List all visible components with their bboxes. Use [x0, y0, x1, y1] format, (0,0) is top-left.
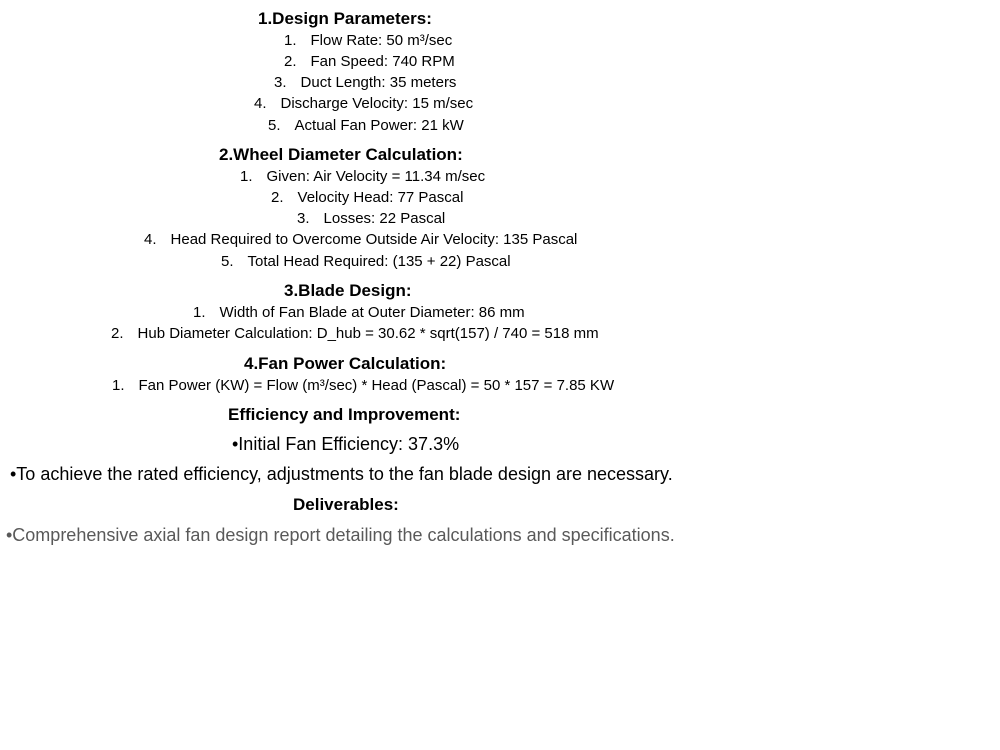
bullet-item: •Comprehensive axial fan design report detailing the calculations and specifications.: [6, 525, 675, 545]
list-number: 1.: [193, 304, 206, 321]
list-text: Fan Power (KW) = Flow (m³/sec) * Head (Pascal) = 50 * 157 = 7.85 KW: [138, 377, 615, 394]
bullet-item: •Initial Fan Efficiency: 37.3%: [232, 434, 460, 454]
list-number: 4.: [144, 231, 157, 248]
list-text: Duct Length: 35 meters: [300, 74, 457, 91]
list-item: [111, 326, 599, 341]
list-text: Width of Fan Blade at Outer Diameter: 86 mm: [219, 304, 525, 321]
list-text: Hub Diameter Calculation: D_hub = 30.62 * sqrt(157) / 740 = 518 mm: [137, 325, 599, 342]
list-text: Actual Fan Power: 21 kW: [294, 117, 464, 134]
list-number: 2.: [271, 189, 284, 206]
list-item: [193, 305, 525, 320]
list-item: [274, 75, 456, 90]
heading-design-parameters: 1.Design Parameters:: [258, 9, 432, 28]
bullet-item: •To achieve the rated efficiency, adjustments to the fan blade design are necessary.: [10, 464, 673, 484]
list-item: [240, 169, 485, 184]
list-number: 3.: [297, 210, 310, 227]
list-item: [268, 118, 464, 133]
list-number: 1.: [112, 377, 125, 394]
heading-fan-power: 4.Fan Power Calculation:: [244, 354, 447, 373]
list-text: Losses: 22 Pascal: [323, 210, 446, 227]
list-text: Velocity Head: 77 Pascal: [297, 189, 464, 206]
list-item: [271, 190, 463, 205]
heading-wheel-diameter: 2.Wheel Diameter Calculation:: [219, 145, 463, 164]
list-item: [297, 211, 445, 226]
list-number: 1.: [284, 32, 297, 49]
list-item: [284, 33, 452, 48]
list-text: Flow Rate: 50 m³/sec: [310, 32, 453, 49]
list-item: [254, 96, 473, 111]
heading-deliverables: Deliverables:: [293, 495, 399, 514]
heading-blade-design: 3.Blade Design:: [284, 281, 412, 300]
list-text: Given: Air Velocity = 11.34 m/sec: [266, 168, 486, 185]
list-number: 2.: [111, 325, 124, 342]
list-number: 2.: [284, 53, 297, 70]
list-text: Total Head Required: (135 + 22) Pascal: [247, 253, 511, 270]
heading-efficiency: Efficiency and Improvement:: [228, 405, 461, 424]
list-item: [284, 54, 455, 69]
list-text: Head Required to Overcome Outside Air Velocity: 135 Pascal: [170, 231, 578, 248]
list-number: 3.: [274, 74, 287, 91]
list-number: 5.: [221, 253, 234, 270]
list-item: [144, 232, 577, 247]
list-item: [112, 378, 614, 393]
list-item: [221, 254, 511, 269]
list-text: Discharge Velocity: 15 m/sec: [280, 95, 474, 112]
list-number: 5.: [268, 117, 281, 134]
list-number: 1.: [240, 168, 253, 185]
list-number: 4.: [254, 95, 267, 112]
list-text: Fan Speed: 740 RPM: [310, 53, 455, 70]
